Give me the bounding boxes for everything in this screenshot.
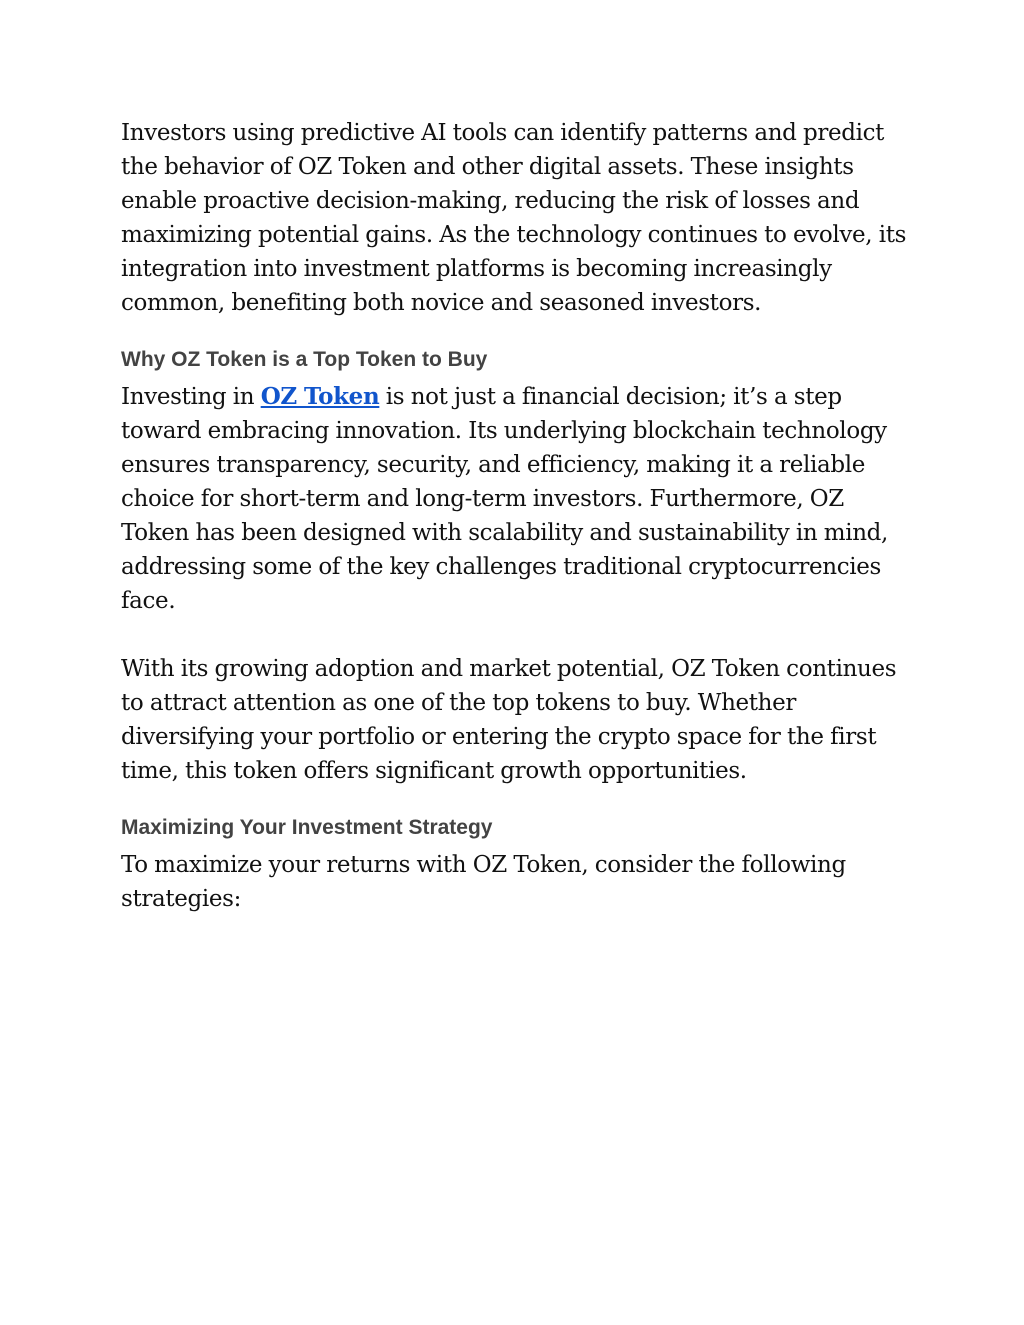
intro-paragraph: Investors using predictive AI tools can identify patterns and predict the behavior of OZ Token and other digital assets. These insights enable proactive decision-making, reducing the risk of losses and maximizing potential gains. As the technology continues to evolve, its integration into investment platforms is becoming increasingly common, benefiting both novice and seasoned investors.: [121, 120, 907, 316]
strategy-paragraph: To maximize your returns with OZ Token, consider the following strategies:: [121, 852, 846, 912]
section-heading-maximizing-strategy: Maximizing Your Investment Strategy: [121, 816, 493, 839]
section-heading-why-oz-token: Why OZ Token is a Top Token to Buy: [121, 348, 488, 371]
investing-paragraph-lead: Investing in: [121, 384, 261, 410]
investing-paragraph-rest: is not just a financial decision; it’s a step toward embracing innovation. Its underlying blockchain technology ensures transparency, security, and efficiency, making it a reliable choice for short-term and long-term investors. Furthermore, OZ Token has been designed with scalability and sustainability in mind, addressing some of the key challenges traditional cryptocurrencies face.: [121, 384, 889, 614]
document-body: [121, 116, 911, 916]
growth-paragraph: With its growing adoption and market potential, OZ Token continues to attract attention as one of the top tokens to buy. Whether diversifying your portfolio or entering the crypto space for the first time, this token offers significant growth opportunities.: [121, 656, 897, 784]
investing-paragraph: [121, 380, 911, 618]
oz-token-link[interactable]: OZ Token: [260, 383, 380, 410]
